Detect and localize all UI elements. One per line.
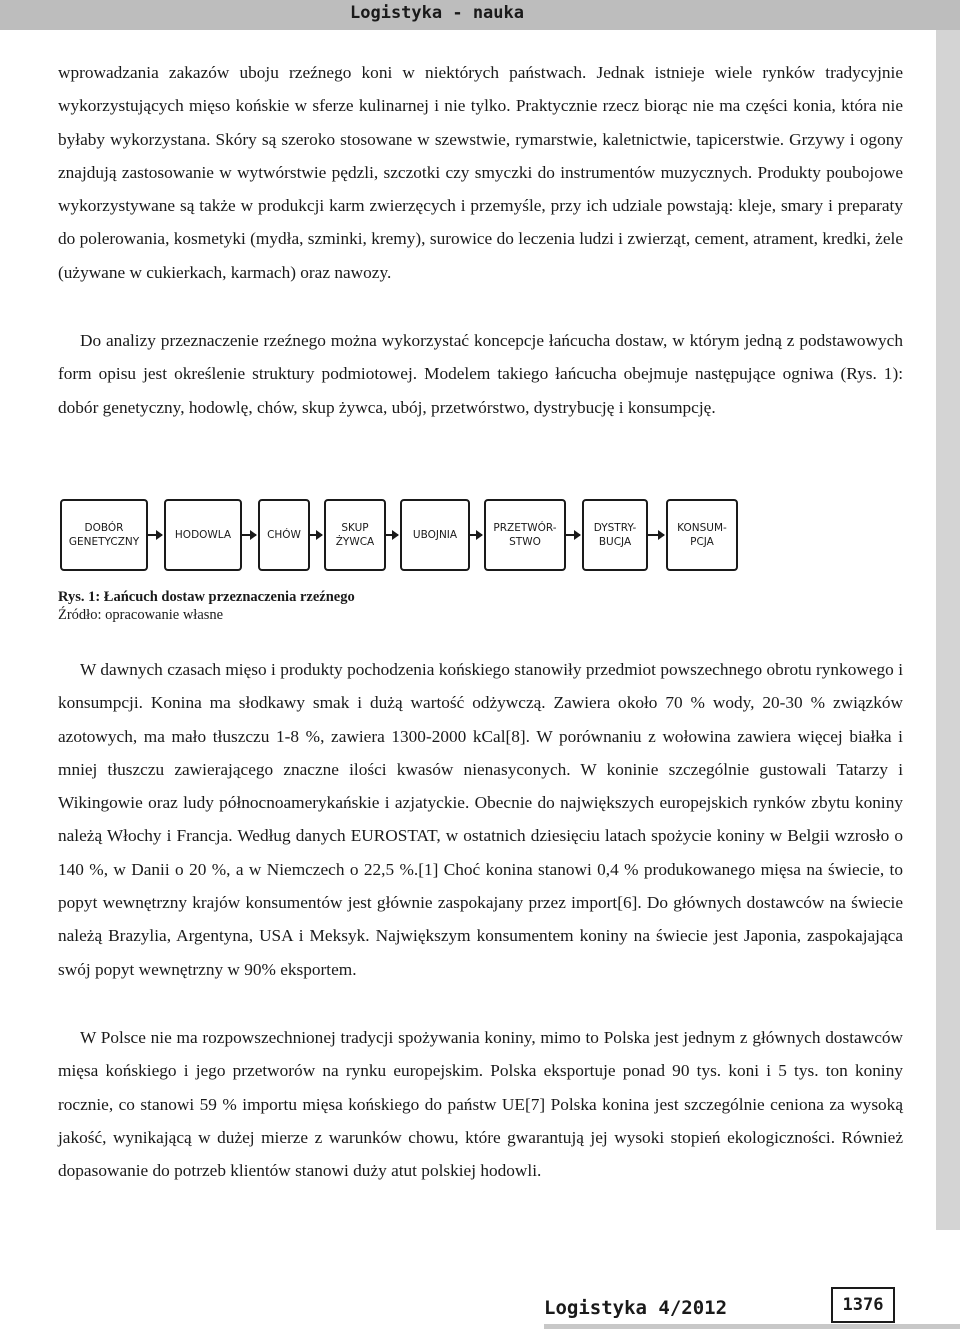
arrow-5 (470, 534, 482, 536)
node-dystrybucja: DYSTRY- BUCJA (582, 499, 648, 571)
paragraph-4: W Polsce nie ma rozpowszechnionej tradycji spożywania koniny, mimo to Polska jest jednym z głównych dostawców mięsa końskiego i jego przetworów na rynku europejskim. Polska eksportuje ponad 90 tys. koni i 5 tys. ton koniny rocznie, co stanowi 59 % importu mięsa końskiego do państw UE[7] Polska konina jest szczególnie ceniona za wysoką jakość, wynikającą w dużej mierze z warunków chowu, które gwarantują jej wysoki stopień ekologiczności. Również dopasowanie do potrzeb klientów stanowi duży atut polskiej hodowli. (58, 1028, 903, 1181)
node-ubojnia: UBOJNIA (400, 499, 470, 571)
node-hodowla: HODOWLA (164, 499, 242, 571)
node-dobor-genetyczny: DOBÓR GENETYCZNY (60, 499, 148, 571)
footer-journal-title: Logistyka 4/2012 (544, 1297, 728, 1319)
footer-rule (544, 1324, 960, 1329)
figure-title: Rys. 1: Łańcuch dostaw przeznaczenia rzeźnego (58, 589, 355, 605)
figure-source: Źródło: opracowanie własne (58, 607, 224, 623)
header-title: Logistyka - nauka (350, 3, 524, 23)
supply-chain-diagram (58, 496, 903, 580)
paragraph-2: Do analizy przeznaczenie rzeźnego można wykorzystać koncepcje łańcucha dostaw, w którym jedną z podstawowych form opisu jest określenie struktury podmiotowej. Modelem takiego łańcucha obejmuje następujące ogniwa (Rys. 1): dobór genetyczny, hodowlę, chów, skup żywca, ubój, przetwórstwo, dystrybucję i konsumpcję. (58, 331, 903, 417)
node-przetworstwo: PRZETWÓR- STWO (484, 499, 566, 571)
figure-caption (58, 588, 355, 624)
side-decoration-bar (936, 30, 960, 1230)
node-skup-zywca: SKUP ŻYWCA (324, 499, 386, 571)
paragraph-1: wprowadzania zakazów uboju rzeźnego koni w niektórych państwach. Jednak istnieje wiele rynków tradycyjnie wykorzystujących mięso końskie w sferze kulinarnej i nie tylko. Praktycznie rzecz biorąc nie ma części konia, która nie byłaby wykorzystana. Skóry są szeroko stosowane w szewstwie, rymarstwie, kaletnictwie, tapicerstwie. Grzywy i ogony znajdują zastosowanie w wytwórstwie pędzli, szczotki czy smyczki do instrumentów muzycznych. Produkty poubojowe wykorzystywane są także w produkcji karm zwierzęcych i przemyśle, przy ich udziale powstają: kleje, smary i preparaty do polerowania, kosmetyki (mydła, szminki, kremy), surowice do leczenia ludzi i zwierząt, cement, atrament, kredki, żele (używane w cukierkach, karmach) oraz nawozy. (58, 63, 903, 282)
arrow-4 (386, 534, 398, 536)
paragraph-3: W dawnych czasach mięso i produkty pochodzenia końskiego stanowiły przedmiot powszechnego obrotu rynkowego i konsumpcji. Konina ma słodkawy smak i dużą wartość odżywczą. Zawiera około 70 % wody, 20-30 % związków azotowych, ma mało tłuszczu 1-8 %, zawiera 1300-2000 kCal[8]. W porównaniu z wołowina zawiera więcej białka i mniej tłuszczu zawierającego znaczne ilości kwasów nienasyconych. W koninie szczególnie gustowali Tatarzy i Wikingowie oraz ludy północnoamerykańskie i azjatyckie. Obecnie do największych europejskich rynków zbytu koniny należą Włochy i Francja. Według danych EUROSTAT, w ostatnich dziesięciu latach spożycie koniny w Belgii wzrosło o 140 %, w Danii o 20 %, a w Niemczech o 22,5 %.[1] Choć konina stanowi 0,4 % produkowanego mięsa na świecie, to popyt wewnętrzny krajów konsumentów jest głównie zaspokajany przez import[6]. Do głównych dostawców na świecie należą Brazylia, Argentyna, USA i Meksyk. Największym konsumentem koniny na świecie jest Japonia, zaspokajająca swój popyt wewnętrzny w 90% eksportem. (58, 660, 903, 979)
arrow-7 (648, 534, 664, 536)
node-konsumpcja: KONSUM- PCJA (666, 499, 738, 571)
arrow-3 (310, 534, 322, 536)
page-number: 1376 (831, 1287, 895, 1323)
page-header (0, 0, 960, 30)
arrow-1 (148, 534, 162, 536)
node-chow: CHÓW (258, 499, 310, 571)
arrow-2 (242, 534, 256, 536)
arrow-6 (566, 534, 580, 536)
